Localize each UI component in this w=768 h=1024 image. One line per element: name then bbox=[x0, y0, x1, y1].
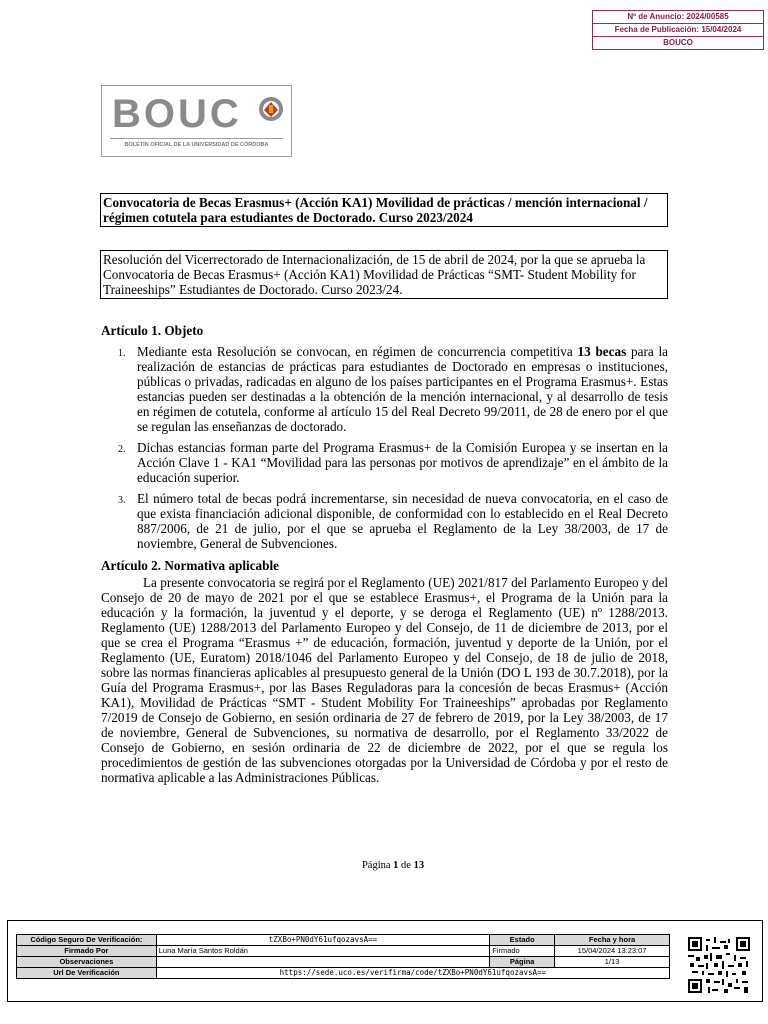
article-2-paragraph: La presente convocatoria se regirá por el Reglamento (UE) 2021/817 del Parlamento Europeo y del Consejo de 20 de mayo de 2021 por el que se establece Erasmus+, el Programa de la Unión para la educación y la formación, la juventud y el deporte, y se deroga el Reglamento (UE) nº 1288/2013. Reglamento (UE) 1288/2013 del Parlamento Europeo y del Consejo, de 11 de diciembre de 2013, por el que se crea el Programa “Erasmus +” de educación, formación, juventud y deporte de la Unión, por el Reglamento (UE, Euratom) 2018/1046 del Parlamento Europeo y del Consejo, de 18 de julio de 2018, sobre las normas financieras aplicables al presupuesto general de la Unión (DO L 193 de 30.7.2018), por la Guía del Programa Erasmus+, por las Bases Reguladoras para la concesión de becas Erasmus+ (Acción KA1), Movilidad de Prácticas “SMT - Student Mobility For Traineeships” aprobadas por Reglamento 7/2019 de Consejo de Gobierno, en sesión ordinaria de 27 de febrero de 2019, por la Ley 38/2003, de 17 de noviembre, General de Subvenciones, su normativa de desarrollo, por el Reglamento 33/2022 de Consejo de Gobierno, en sesión ordinaria de 22 de diciembre de 2022, por el que se regula los procedimientos de gestión de las subvenciones otorgadas por la Universidad de Córdoba y por el resto de normativa aplicable a las Administraciones Públicas. bbox=[101, 575, 668, 785]
list-item bbox=[101, 344, 668, 434]
list-item-number: 2. bbox=[118, 444, 126, 455]
list-item-bold: 13 becas bbox=[577, 344, 627, 359]
resolution-summary: Resolución del Vicerrectorado de Internacionalización, de 15 de abril de 2024, por la que se aprueba la Convocatoria de Becas Erasmus+ (Acción KA1) Movilidad de Prácticas “SMT- Student Mobility for Traineeships” Estudiantes de Doctorado. Curso 2023/24. bbox=[100, 250, 668, 299]
page-of: de bbox=[401, 860, 411, 871]
logo-divider bbox=[110, 138, 283, 139]
announcement-number: Nº de Anuncio: 2024/00585 bbox=[593, 11, 763, 24]
page-indicator bbox=[0, 860, 768, 871]
announcement-source: BOUCO bbox=[663, 38, 693, 47]
estado-value: Firmado bbox=[490, 946, 555, 957]
page-total: 13 bbox=[413, 860, 425, 871]
list-item-text: El número total de becas podrá incrementarse, sin necesidad de nueva convocatoria, en el caso de que exista financiación adicional disponible, de conformidad con lo establecido en el Real Decreto 887/2006, de 21 de julio, por el que se aprueba el Reglamento de la Ley 38/2003, de 17 de noviembre, General de Subvenciones. bbox=[137, 491, 668, 551]
observaciones-value bbox=[156, 957, 489, 968]
list-item-number: 1. bbox=[118, 348, 126, 359]
page-current: 1 bbox=[393, 860, 399, 871]
article-1-list bbox=[101, 344, 668, 551]
page-label: Página bbox=[361, 860, 391, 871]
pagina-label: Página bbox=[490, 957, 555, 968]
article-2-heading: Artículo 2. Normativa aplicable bbox=[101, 558, 280, 573]
list-item bbox=[101, 491, 668, 551]
qr-code-icon[interactable] bbox=[688, 937, 750, 993]
logo-subtitle: BOLETÍN OFICIAL DE LA UNIVERSIDAD DE CÓRDOBA bbox=[124, 142, 269, 148]
fecha-value: 15/04/2024 13:23:07 bbox=[555, 946, 670, 957]
list-item-text: Dichas estancias forman parte del Programa Erasmus+ de la Comisión Europea y se insertan en la Acción Clave 1 - KA1 “Movilidad para las personas por motivos de aprendizaje” en el ámbito de la educación superior. bbox=[137, 440, 668, 485]
university-emblem-icon bbox=[258, 96, 284, 122]
pagina-value: 1/13 bbox=[555, 957, 670, 968]
csv-label: Código Seguro De Verificación: bbox=[17, 935, 157, 946]
signature-footer bbox=[7, 920, 763, 1002]
announcement-box bbox=[592, 10, 764, 50]
document-body bbox=[101, 322, 668, 785]
fecha-label: Fecha y hora bbox=[555, 935, 670, 946]
document-title: Convocatoria de Becas Erasmus+ (Acción KA1) Movilidad de prácticas / mención internacional / régimen cotutela para estudiantes de Doctorado. Curso 2023/2024 bbox=[100, 193, 668, 227]
article-1-heading: Artículo 1. Objeto bbox=[101, 323, 204, 338]
list-item bbox=[101, 440, 668, 485]
csv-value[interactable]: tZXBo+PN0dY61ufqozavsA== bbox=[156, 935, 489, 946]
firmado-por-value: Luna María Santos Roldán bbox=[156, 946, 489, 957]
list-item-text: para la realización de estancias de prácticas para estudiantes de Doctorado en empresas o instituciones, públicas o privadas, radicadas en alguno de los países participantes en el Programa Erasmus+. Estas estancias pueden ser destinadas a la obtención de la mención internacional, y al desarrollo de tesis en régimen de cotutela, conforme al artículo 15 del Real Decreto 99/2011, de 28 de enero por el que se regulan las enseñanzas de doctorado. bbox=[137, 344, 668, 434]
logo-wordmark: BOUC bbox=[112, 92, 242, 136]
verification-url-link[interactable]: https://sede.uco.es/verifirma/code/tZXBo+PN0dY61ufqozavsA== bbox=[156, 968, 669, 979]
list-item-text: Mediante esta Resolución se convocan, en régimen de concurrencia competitiva bbox=[137, 344, 578, 359]
url-label: Url De Verificación bbox=[17, 968, 157, 979]
observaciones-label: Observaciones bbox=[17, 957, 157, 968]
estado-label: Estado bbox=[490, 935, 555, 946]
verification-table bbox=[16, 934, 670, 979]
bouco-logo bbox=[101, 85, 292, 157]
list-item-number: 3. bbox=[118, 495, 126, 506]
announcement-date: Fecha de Publicación: 15/04/2024 bbox=[593, 24, 763, 37]
firmado-por-label: Firmado Por bbox=[17, 946, 157, 957]
